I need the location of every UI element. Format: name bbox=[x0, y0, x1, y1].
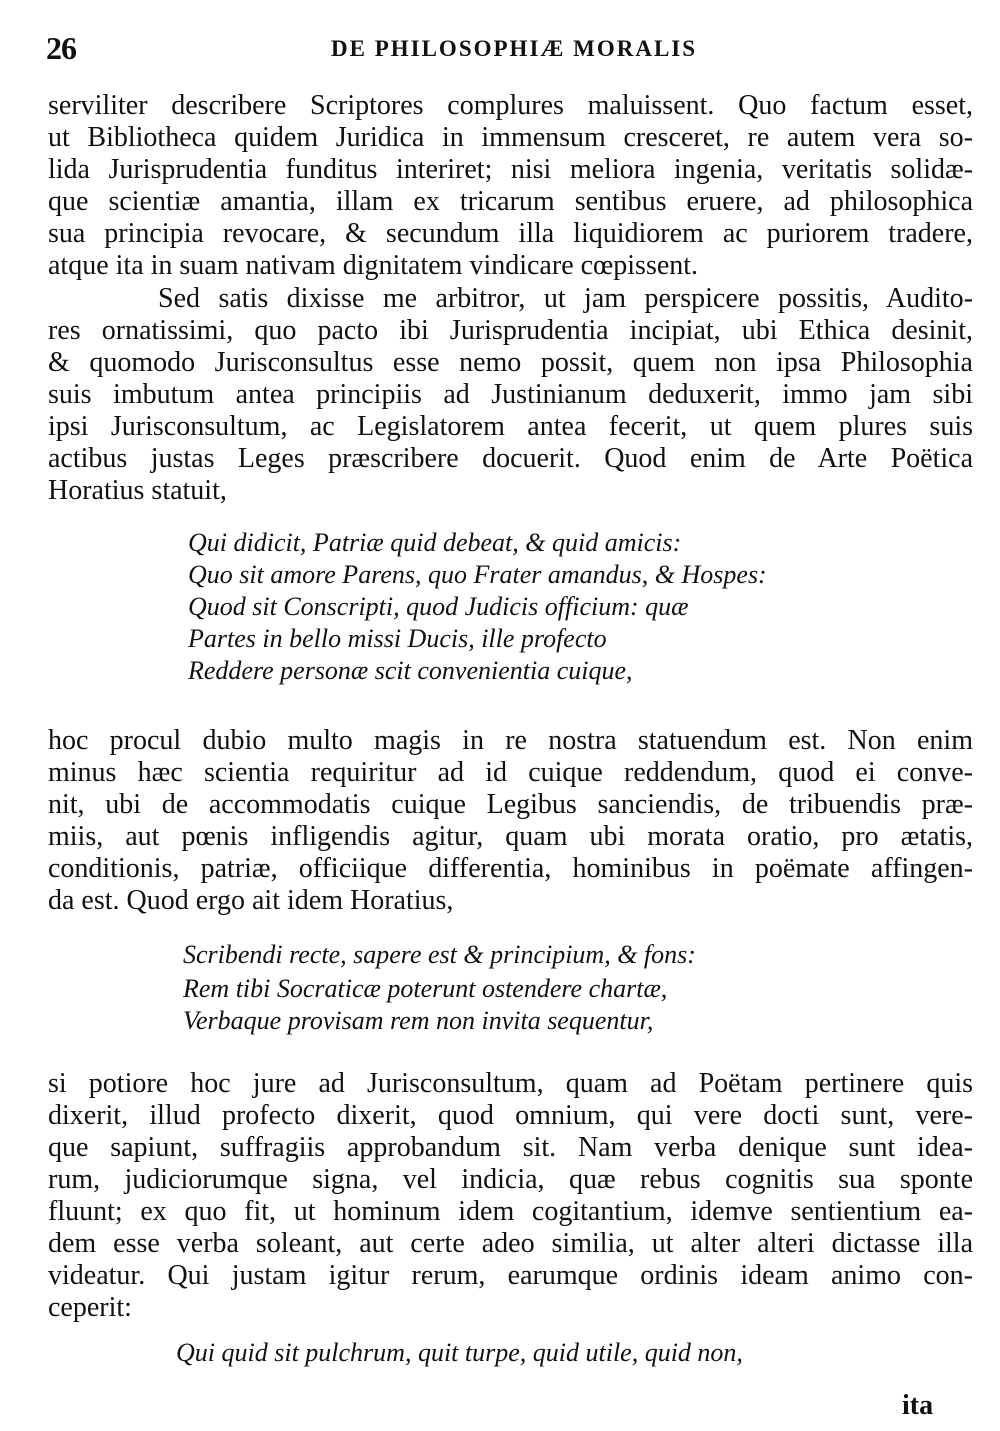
text-line: suis imbutum antea principiis ad Justinianum deduxerit, immo jam sibi bbox=[48, 379, 973, 410]
verse-line: Scribendi recte, sapere est & principium, & fons: bbox=[183, 940, 696, 969]
verse-line: Verbaque provisam rem non invita sequentur, bbox=[183, 1006, 654, 1035]
text-line: atque ita in suam nativam dignitatem vindicare cœpissent. bbox=[48, 250, 699, 281]
text-line: fluunt; ex quo fit, ut hominum idem cogitantium, idemve sentientium ea- bbox=[48, 1196, 973, 1227]
verse-line: Quod sit Conscripti, quod Judicis officium: quæ bbox=[188, 592, 689, 621]
text-line: Sed satis dixisse me arbitror, ut jam perspicere possitis, Audito- bbox=[158, 283, 973, 314]
text-line: lida Jurisprudentia funditus interiret; nisi meliora ingenia, veritatis solidæ- bbox=[48, 154, 973, 185]
text-line: hoc procul dubio multo magis in re nostra statuendum est. Non enim bbox=[48, 725, 973, 756]
verse-line: Qui quid sit pulchrum, quit turpe, quid utile, quid non, bbox=[176, 1338, 743, 1367]
text-line: Horatius statuit, bbox=[48, 475, 227, 506]
text-line: minus hæc scientia requiritur ad id cuique reddendum, quod ei conve- bbox=[48, 757, 973, 788]
text-line: conditionis, patriæ, officiique differentia, hominibus in poëmate affingen- bbox=[48, 853, 973, 884]
text-line: que sapiunt, suffragiis approbandum sit. Nam verba denique sunt idea- bbox=[48, 1132, 973, 1163]
text-line: dem esse verba soleant, aut certe adeo similia, ut alter alteri dictasse illa bbox=[48, 1228, 973, 1259]
text-line: ipsi Jurisconsultum, ac Legislatorem antea fecerit, ut quem plures suis bbox=[48, 411, 973, 442]
text-line: res ornatissimi, quo pacto ibi Jurisprudentia incipiat, ubi Ethica desinit, bbox=[48, 315, 973, 346]
running-title: DE PHILOSOPHIÆ MORALIS bbox=[331, 36, 698, 61]
verse-line: Reddere personæ scit convenientia cuique, bbox=[188, 656, 633, 685]
verse-line: Rem tibi Socraticæ poterunt ostendere chartæ, bbox=[183, 974, 668, 1003]
catchword: ita bbox=[902, 1390, 934, 1421]
text-line: ceperit: bbox=[48, 1292, 132, 1323]
text-line: sua principia revocare, & secundum illa liquidiorem ac puriorem tradere, bbox=[48, 218, 973, 249]
text-line: ut Bibliotheca quidem Juridica in immensum cresceret, re autem vera so- bbox=[48, 122, 973, 153]
verse-line: Qui didicit, Patriæ quid debeat, & quid amicis: bbox=[188, 528, 682, 557]
verse-line: Quo sit amore Parens, quo Frater amandus, & Hospes: bbox=[188, 560, 767, 589]
page-header bbox=[46, 30, 972, 70]
text-line: da est. Quod ergo ait idem Horatius, bbox=[48, 885, 454, 916]
text-line: videatur. Qui justam igitur rerum, earumque ordinis ideam animo con- bbox=[48, 1260, 973, 1291]
text-line: miis, aut pœnis infligendis agitur, quam ubi morata oratio, pro ætatis, bbox=[48, 821, 973, 852]
text-line: serviliter describere Scriptores complures maluissent. Quo factum esset, bbox=[48, 90, 973, 121]
text-line: si potiore hoc jure ad Jurisconsultum, quam ad Poëtam pertinere quis bbox=[48, 1068, 973, 1099]
text-line: & quomodo Jurisconsultus esse nemo possit, quem non ipsa Philosophia bbox=[48, 347, 973, 378]
text-line: dixerit, illud profecto dixerit, quod omnium, qui vere docti sunt, vere- bbox=[48, 1100, 973, 1131]
text-line: rum, judiciorumque signa, vel indicia, quæ rebus cognitis sua sponte bbox=[48, 1164, 973, 1195]
text-line: actibus justas Leges præscribere docuerit. Quod enim de Arte Poëtica bbox=[48, 443, 973, 474]
page-number: 26 bbox=[46, 30, 76, 66]
text-line: nit, ubi de accommodatis cuique Legibus sanciendis, de tribuendis præ- bbox=[48, 789, 973, 820]
text-line: que scientiæ amantia, illam ex tricarum sentibus eruere, ad philosophica bbox=[48, 186, 973, 217]
verse-line: Partes in bello missi Ducis, ille profecto bbox=[188, 624, 607, 653]
